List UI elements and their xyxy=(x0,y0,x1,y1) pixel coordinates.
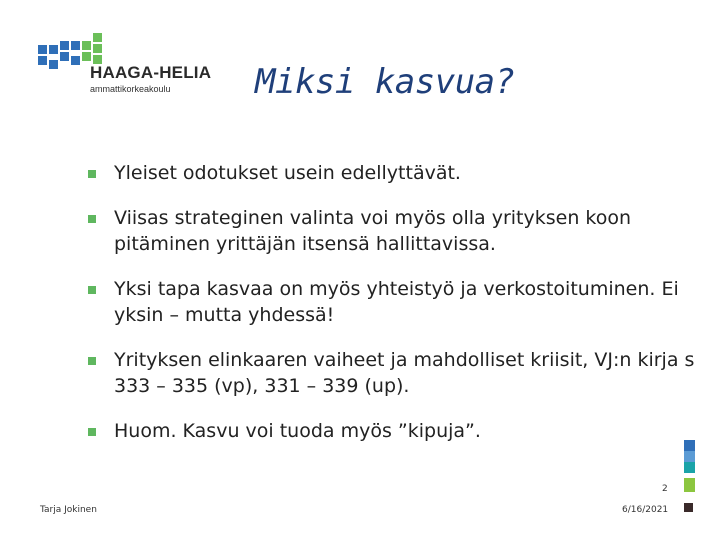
square-bullet-icon xyxy=(88,170,96,178)
bullet-text: Yksi tapa kasvaa on myös yhteistyö ja verkostoituminen. Ei yksin – mutta yhdessä! xyxy=(114,278,679,326)
square-bullet-icon xyxy=(88,357,96,365)
slide-title: Miksi kasvua? xyxy=(255,62,515,102)
bullet-text: Viisas strateginen valinta voi myös olla yrityksen koon pitäminen yrittäjän itsensä hallittavissa. xyxy=(114,207,632,255)
bullet-item xyxy=(88,418,698,444)
bullet-item xyxy=(88,205,698,257)
bullet-text: Yrityksen elinkaaren vaiheet ja mahdolliset kriisit, VJ:n kirja s 333 – 335 (vp), 331 – 339 (up). xyxy=(114,349,695,397)
bullet-text: Yleiset odotukset usein edellyttävät. xyxy=(114,162,461,184)
haaga-helia-logo xyxy=(38,33,212,103)
bullet-item xyxy=(88,347,698,399)
page-number: 2 xyxy=(662,484,668,494)
square-bullet-icon xyxy=(88,428,96,436)
bullet-list xyxy=(88,160,698,463)
footer-author: Tarja Jokinen xyxy=(40,505,97,515)
footer-date: 6/16/2021 xyxy=(622,505,669,515)
bullet-text: Huom. Kasvu voi tuoda myös ”kipuja”. xyxy=(114,420,481,442)
decoration-square xyxy=(684,478,695,492)
square-bullet-icon xyxy=(88,215,96,223)
logo-subtitle: ammattikorkeakoulu xyxy=(90,84,171,94)
decoration-square xyxy=(684,462,695,473)
bullet-item xyxy=(88,160,698,186)
bullet-item xyxy=(88,276,698,328)
square-bullet-icon xyxy=(88,286,96,294)
decoration-square xyxy=(684,451,695,462)
logo-name: HAAGA-HELIA xyxy=(90,63,212,82)
decoration-square xyxy=(684,503,693,512)
decoration-square xyxy=(684,440,695,451)
